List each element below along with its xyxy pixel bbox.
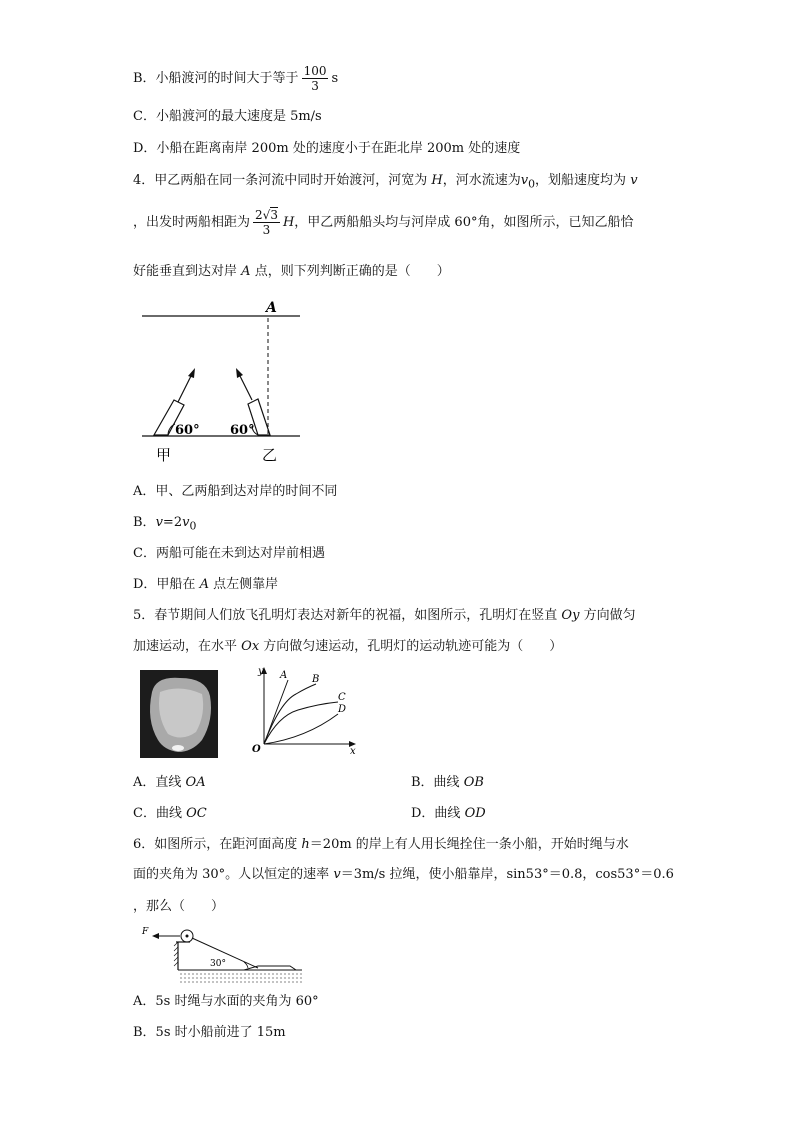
fraction: $\frac{2√3}{3}$ — [255, 208, 278, 237]
curve-oc — [264, 702, 338, 744]
boat-jia-velocity-arrow — [178, 374, 192, 402]
force-arrow-icon — [152, 933, 159, 939]
curve-ob — [264, 684, 316, 744]
q4-option-a: A．甲、乙两船到达对岸的时间不同 — [133, 484, 338, 499]
q5-trajectory-graph — [246, 664, 366, 756]
arrowhead-icon — [188, 368, 195, 378]
angle-label: 30° — [210, 959, 226, 969]
force-label: F — [142, 927, 149, 937]
curve-c-label: C — [338, 692, 346, 703]
q4-option-b: B．$v=2v_0$ — [133, 515, 197, 533]
q3-option-c: C．小船渡河的最大速度是 5m/s — [133, 109, 322, 124]
origin-label: O — [252, 744, 261, 755]
boat-yi-label: 乙 — [262, 446, 278, 464]
q4-stem-line3: 好能垂直到达对岸 A 点，则下列判断正确的是（ ） — [133, 264, 450, 279]
q4-stem-line2: ，出发时两船相距为 $\frac{2√3}{3}$ H，甲乙两船船头均与河岸成 60°角，如图所示，已知乙船恰 — [133, 208, 634, 237]
small-boat-icon — [244, 966, 296, 970]
q6-rope-boat-figure — [140, 922, 306, 984]
q5-option-d: D．曲线 OD — [411, 806, 486, 821]
lantern-flame-icon — [172, 745, 184, 751]
angle-label-jia: 60° — [175, 423, 200, 438]
q6-stem-line1: 6．如图所示，在距河面高度 h＝20m 的岸上有人用长绳拴住一条小船，开始时绳与水 — [133, 837, 629, 852]
q3-option-b: B．小船渡河的时间大于等于 $\frac{100}{3}$ s — [133, 64, 339, 93]
q5-option-c: C．曲线 OC — [133, 806, 207, 821]
curve-a-label: A — [280, 670, 288, 681]
q5-option-b: B．曲线 OB — [411, 775, 484, 790]
q5-stem-line2: 加速运动，在水平 Ox 方向做匀速运动，孔明灯的运动轨迹可能为（ ） — [133, 639, 563, 654]
q5-stem-line1: 5．春节期间人们放飞孔明灯表达对新年的祝福，如图所示，孔明灯在竖直 Oy 方向做匀 — [133, 608, 636, 623]
q4-river-figure — [138, 296, 308, 466]
q3-option-d: D．小船在距离南岸 200m 处的速度小于在距北岸 200m 处的速度 — [133, 141, 521, 156]
boat-yi-velocity-arrow — [240, 376, 252, 400]
curve-d-label: D — [338, 704, 347, 715]
arrowhead-icon — [236, 368, 243, 378]
q5-option-a: A．直线 OA — [133, 775, 206, 790]
x-axis-label: x — [350, 746, 356, 756]
pulley-axle — [186, 935, 189, 938]
q6-stem-line2: 面的夹角为 30°。人以恒定的速率 v＝3m/s 拉绳，使小船靠岸，sin53°＝0.8，cos53°＝0.6 — [133, 867, 674, 882]
q4-stem-line1: 4．甲乙两船在同一条河流中同时开始渡河，河宽为 H，河水流速为$v_0$，划船速度均为 v — [133, 173, 638, 191]
angle-label-yi: 60° — [230, 423, 255, 438]
q4-option-d: D．甲船在 A 点左侧靠岸 — [133, 577, 279, 592]
curve-b-label: B — [312, 674, 320, 685]
water-pattern — [180, 974, 302, 982]
q6-option-b: B．5s 时小船前进了 15m — [133, 1025, 286, 1040]
q6-option-a: A．5s 时绳与水面的夹角为 60° — [133, 994, 319, 1009]
point-a-label: A — [266, 300, 277, 316]
q6-stem-line3: ，那么（ ） — [133, 899, 225, 914]
sqrt-sign: √ — [262, 208, 271, 222]
sky-lantern-photo — [140, 670, 218, 758]
boat-jia-label: 甲 — [156, 446, 172, 464]
y-axis-label: y — [258, 666, 264, 677]
fraction: $\frac{100}{3}$ — [303, 64, 327, 93]
bank-hatching — [174, 942, 178, 966]
q4-option-c: C．两船可能在未到达对岸前相遇 — [133, 546, 325, 561]
